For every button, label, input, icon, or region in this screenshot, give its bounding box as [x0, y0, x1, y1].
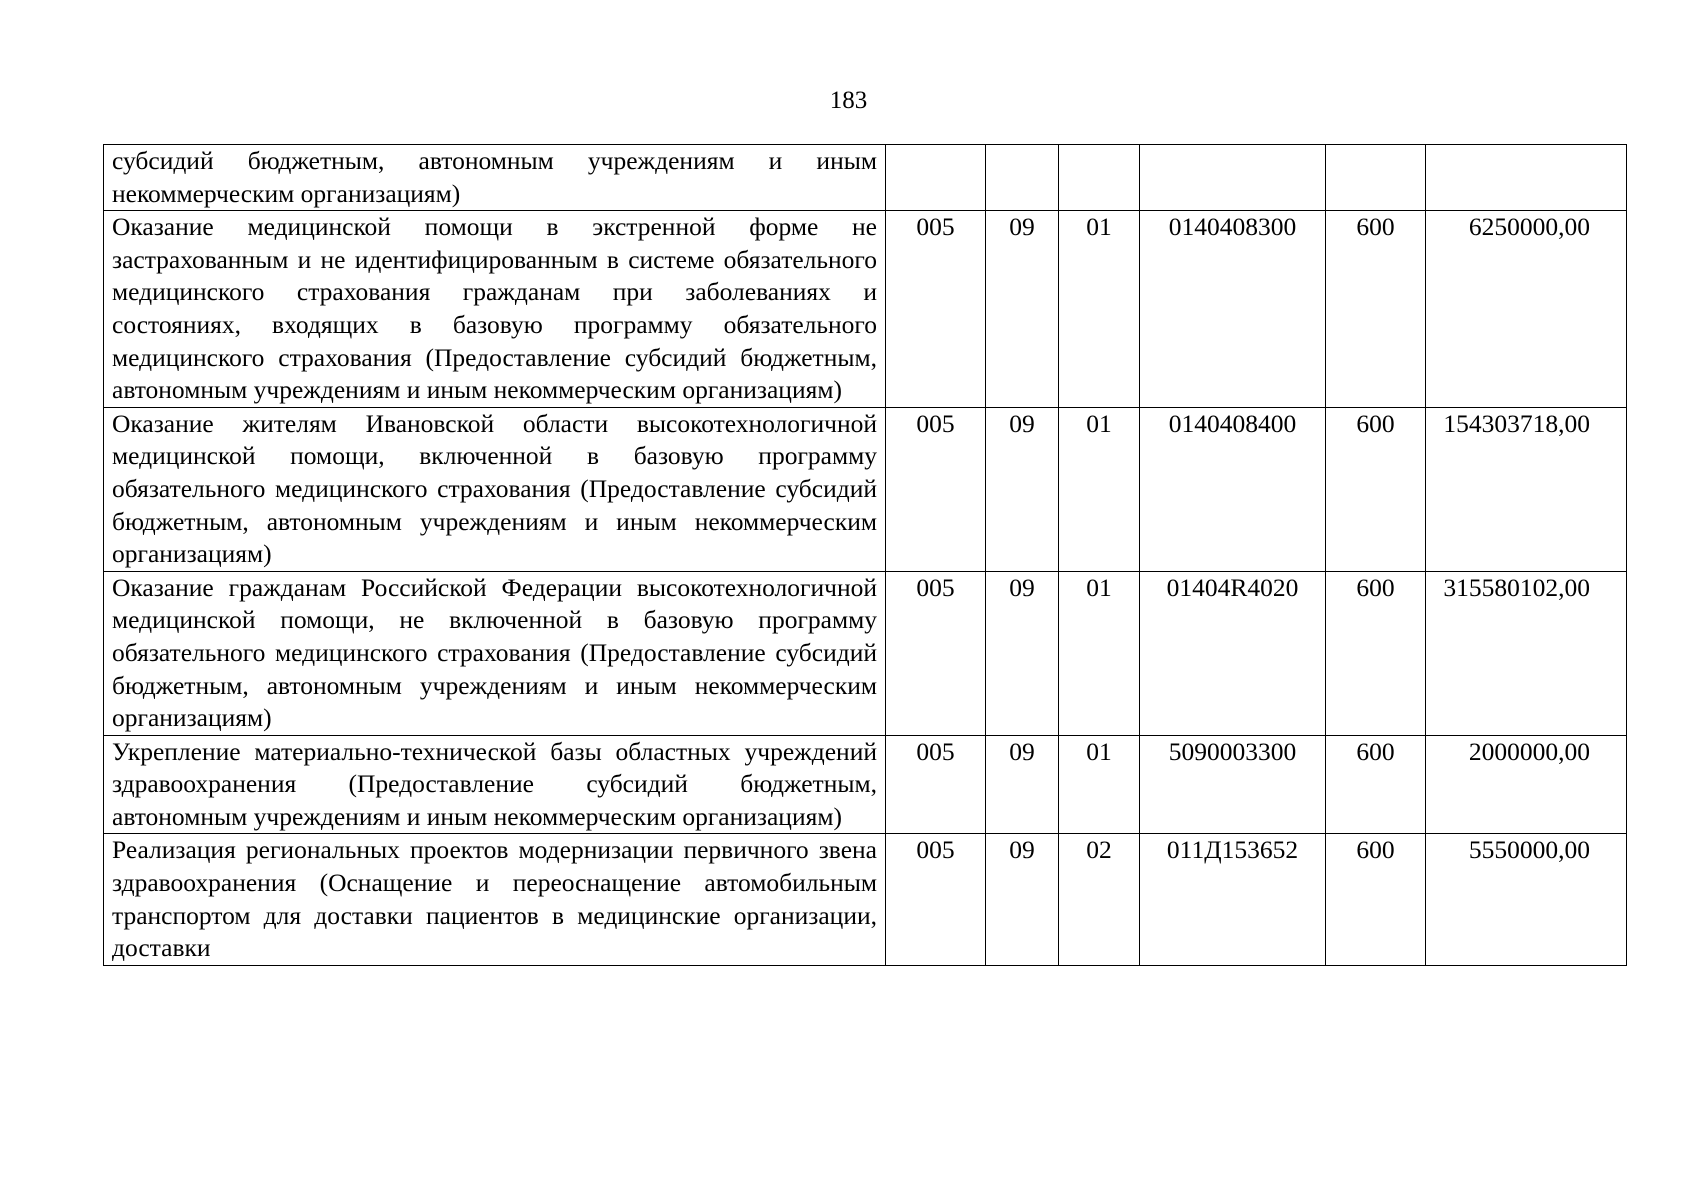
row-description: Оказание медицинской помощи в экстренной форме не застрахованным и не идентифицированным в системе обязательного медицинского страхования гражданам при заболеваниях и состояниях, входящих в базовую программу обязательного медицинского страхования (Предоставление субсидий бюджетным, автономным учреждениям и иным некоммерческим организациям): [104, 211, 886, 408]
row-grbs-code: 005: [886, 211, 986, 408]
row-section-code: 09: [986, 211, 1059, 408]
row-expense-type-code: 600: [1326, 407, 1426, 571]
row-description: Реализация региональных проектов модернизации первичного звена здравоохранения (Оснащение и переоснащение автомобильным транспортом для доставки пациентов в медицинские организации, доставки: [104, 834, 886, 965]
row-section-code: 09: [986, 735, 1059, 834]
row-target-code: 5090003300: [1140, 735, 1326, 834]
row-grbs-code: 005: [886, 834, 986, 965]
row-subsection-code: 01: [1059, 735, 1140, 834]
row-expense-type-code: 600: [1326, 834, 1426, 965]
row-description: Оказание гражданам Российской Федерации высокотехнологичной медицинской помощи, не включенной в базовую программу обязательного медицинского страхования (Предоставление субсидий бюджетным, автономным учреждениям и иным некоммерческим организациям): [104, 571, 886, 735]
row-grbs-code: 005: [886, 735, 986, 834]
row-section-code: 09: [986, 407, 1059, 571]
row-subsection-code: 01: [1059, 571, 1140, 735]
row-amount: [1426, 145, 1627, 211]
table-row: [104, 834, 1627, 965]
row-subsection-code: [1059, 145, 1140, 211]
row-expense-type-code: 600: [1326, 211, 1426, 408]
row-subsection-code: 01: [1059, 407, 1140, 571]
row-target-code: 0140408300: [1140, 211, 1326, 408]
table-row: [104, 145, 1627, 211]
row-amount: 6250000,00: [1426, 211, 1627, 408]
row-target-code: 01404R4020: [1140, 571, 1326, 735]
row-expense-type-code: 600: [1326, 735, 1426, 834]
row-target-code: 0140408400: [1140, 407, 1326, 571]
row-description: Оказание жителям Ивановской области высокотехнологичной медицинской помощи, включенной в базовую программу обязательного медицинского страхования (Предоставление субсидий бюджетным, автономным учреждениям и иным некоммерческим организациям): [104, 407, 886, 571]
row-grbs-code: 005: [886, 571, 986, 735]
row-subsection-code: 02: [1059, 834, 1140, 965]
row-section-code: 09: [986, 571, 1059, 735]
row-description: Укрепление материально-технической базы областных учреждений здравоохранения (Предоставление субсидий бюджетным, автономным учреждениям и иным некоммерческим организациям): [104, 735, 886, 834]
row-amount: 5550000,00: [1426, 834, 1627, 965]
row-section-code: [986, 145, 1059, 211]
row-section-code: 09: [986, 834, 1059, 965]
row-target-code: [1140, 145, 1326, 211]
row-grbs-code: [886, 145, 986, 211]
table-row: [104, 211, 1627, 408]
row-amount: 154303718,00: [1426, 407, 1627, 571]
row-target-code: 011Д153652: [1140, 834, 1326, 965]
row-amount: 315580102,00: [1426, 571, 1627, 735]
table-row: [104, 735, 1627, 834]
row-grbs-code: 005: [886, 407, 986, 571]
row-subsection-code: 01: [1059, 211, 1140, 408]
row-description: субсидий бюджетным, автономным учреждениям и иным некоммерческим организациям): [104, 145, 886, 211]
row-amount: 2000000,00: [1426, 735, 1627, 834]
row-expense-type-code: [1326, 145, 1426, 211]
row-expense-type-code: 600: [1326, 571, 1426, 735]
table-row: [104, 571, 1627, 735]
budget-table: [103, 144, 1627, 966]
table-row: [104, 407, 1627, 571]
page-number: 183: [829, 87, 868, 114]
